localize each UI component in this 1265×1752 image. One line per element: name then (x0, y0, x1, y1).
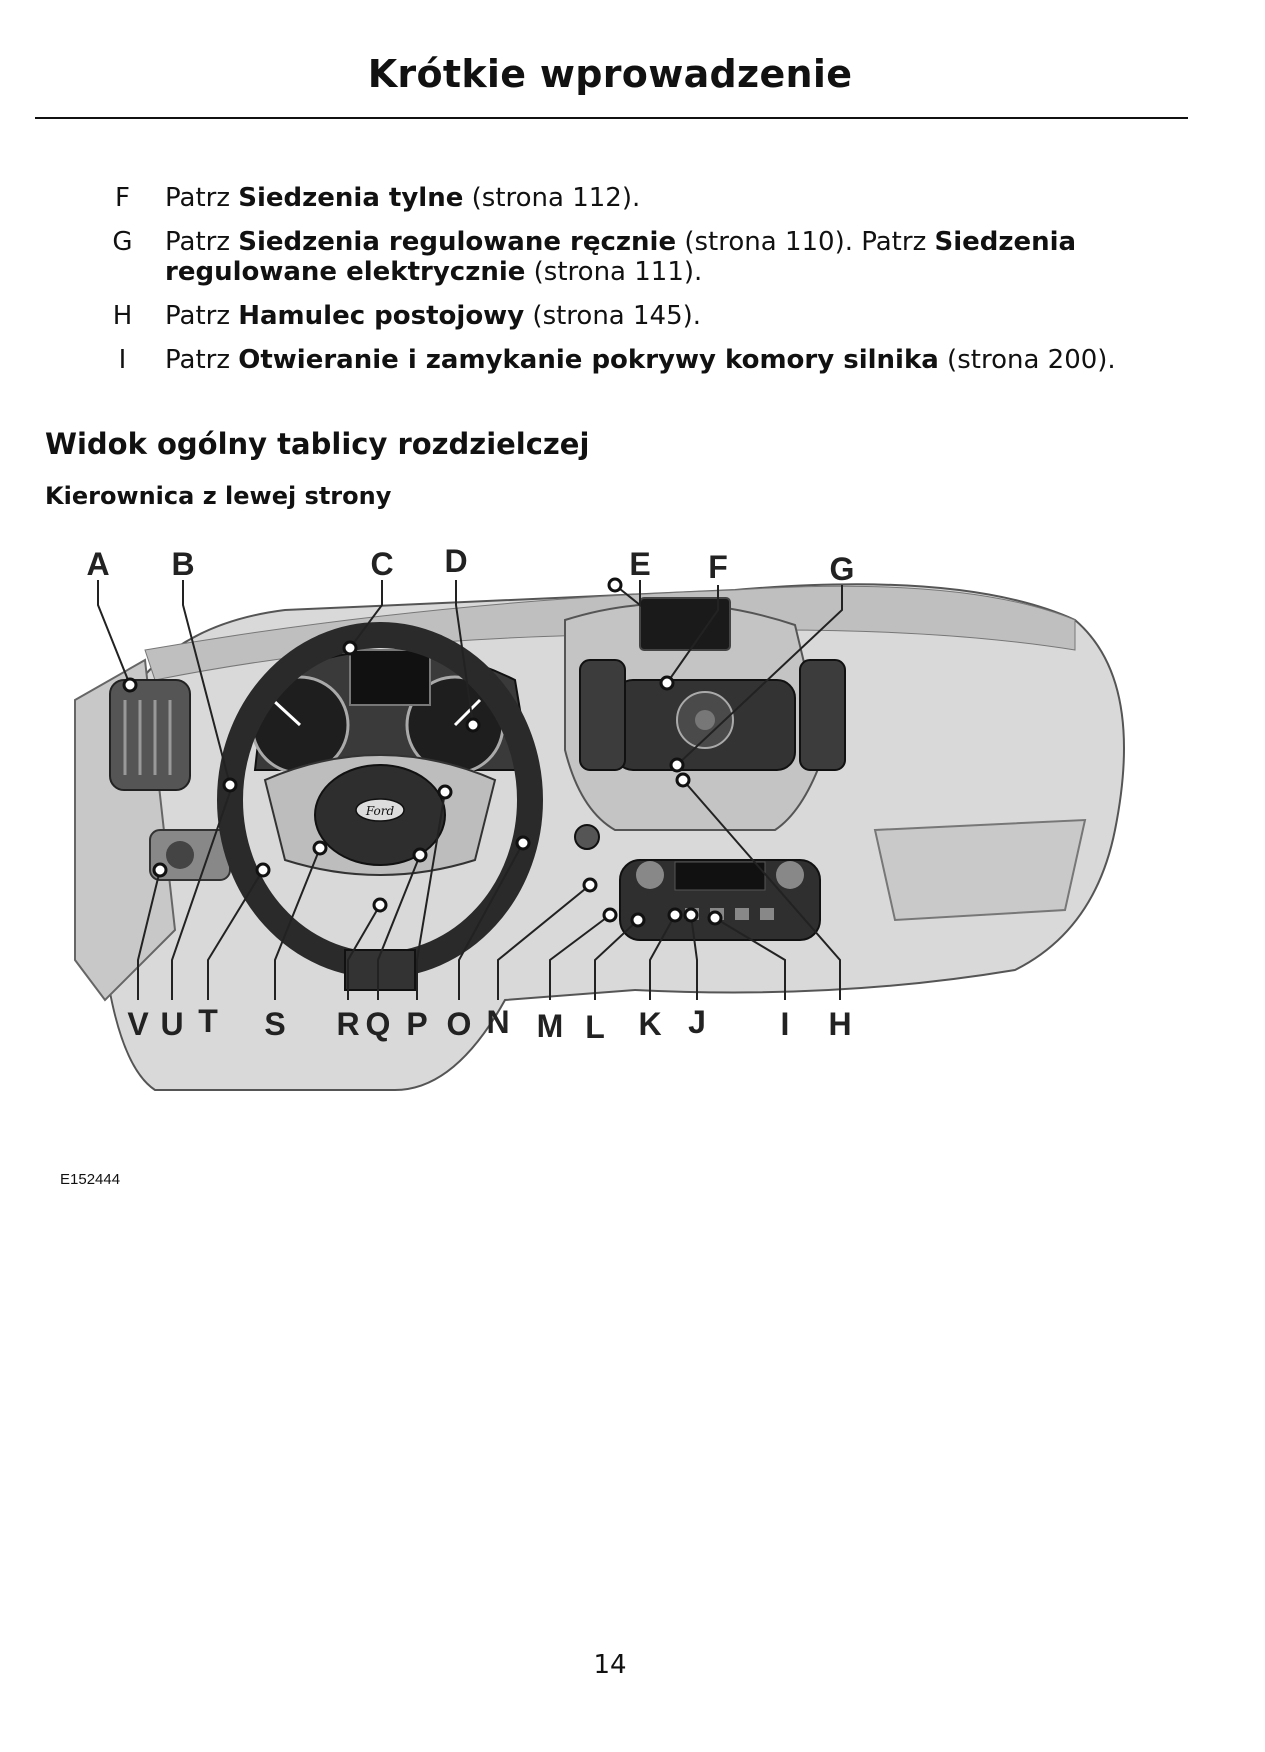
reference-plain-text: (strona 145). (524, 301, 702, 331)
callout-label: O (446, 1006, 472, 1042)
dashboard-figure (35, 530, 1190, 1190)
callout-label: U (160, 1006, 184, 1042)
dashboard-illustration (35, 530, 1190, 1190)
callout-label: L (585, 1009, 605, 1045)
reference-topic: Siedzenia regulowane elektrycznie (165, 227, 1077, 287)
section-heading: Widok ogólny tablicy rozdzielczej (45, 427, 590, 461)
reference-row (80, 301, 1200, 331)
cluster-display (350, 650, 430, 705)
title-divider (35, 117, 1188, 119)
callout-label: T (198, 1003, 218, 1039)
reference-text (165, 301, 1200, 331)
reference-row (80, 183, 1200, 213)
callout-label: A (86, 546, 110, 582)
callout-label: H (828, 1006, 852, 1042)
reference-letter: I (118, 345, 127, 375)
callout-label: N (486, 1004, 510, 1040)
reference-plain-text: (strona 112). (463, 183, 641, 213)
callout-label: D (444, 543, 468, 579)
reference-letter: G (112, 227, 133, 257)
callout-label: I (780, 1006, 790, 1042)
ford-logo-text: Ford (365, 804, 395, 818)
reference-plain-text: (strona 110). Patrz (676, 227, 935, 257)
center-vent-right (800, 660, 845, 770)
callout-label: R (336, 1006, 360, 1042)
callout-label: M (536, 1008, 564, 1044)
callout-label: J (688, 1004, 706, 1040)
reference-plain-text: (strona 111). (525, 257, 703, 287)
section-subheading: Kierownica z lewej strony (45, 482, 392, 510)
top-callout-labels (86, 543, 854, 587)
callout-label: S (264, 1006, 286, 1042)
reference-plain-text: Patrz (165, 227, 239, 257)
callout-label: Q (365, 1006, 391, 1042)
glovebox (875, 820, 1085, 920)
page-number: 14 (593, 1650, 627, 1680)
reference-text (165, 183, 1200, 213)
callout-label: B (171, 546, 195, 582)
callout-label: F (708, 549, 728, 585)
left-air-vent (110, 680, 190, 790)
reference-plain-text: (strona 200). (938, 345, 1116, 375)
reference-list (80, 183, 1200, 389)
center-vent-left (580, 660, 625, 770)
reference-row (80, 345, 1200, 375)
reference-letter: F (115, 183, 130, 213)
reference-text (165, 227, 1200, 287)
reference-plain-text: Patrz (165, 301, 239, 331)
reference-text (165, 345, 1200, 375)
callout-label: P (406, 1006, 428, 1042)
callout-label: G (829, 551, 855, 587)
callout-label: V (127, 1006, 149, 1042)
reference-topic: Hamulec postojowy (238, 301, 525, 331)
center-display (640, 598, 730, 650)
reference-plain-text: Patrz (165, 183, 239, 213)
callout-label: E (629, 546, 651, 582)
reference-topic: Otwieranie i zamykanie pokrywy komory silnika (238, 345, 939, 375)
reference-topic: Siedzenia tylne (238, 183, 464, 213)
reference-row (80, 227, 1200, 287)
reference-plain-text: Patrz (165, 345, 239, 375)
page-title: Krótkie wprowadzenie (367, 52, 853, 96)
reference-topic: Siedzenia regulowane ręcznie (238, 227, 677, 257)
start-button (575, 825, 599, 849)
callout-label: C (370, 546, 394, 582)
callout-label: K (638, 1006, 662, 1042)
reference-letter: H (112, 301, 133, 331)
figure-code: E152444 (60, 1171, 121, 1188)
